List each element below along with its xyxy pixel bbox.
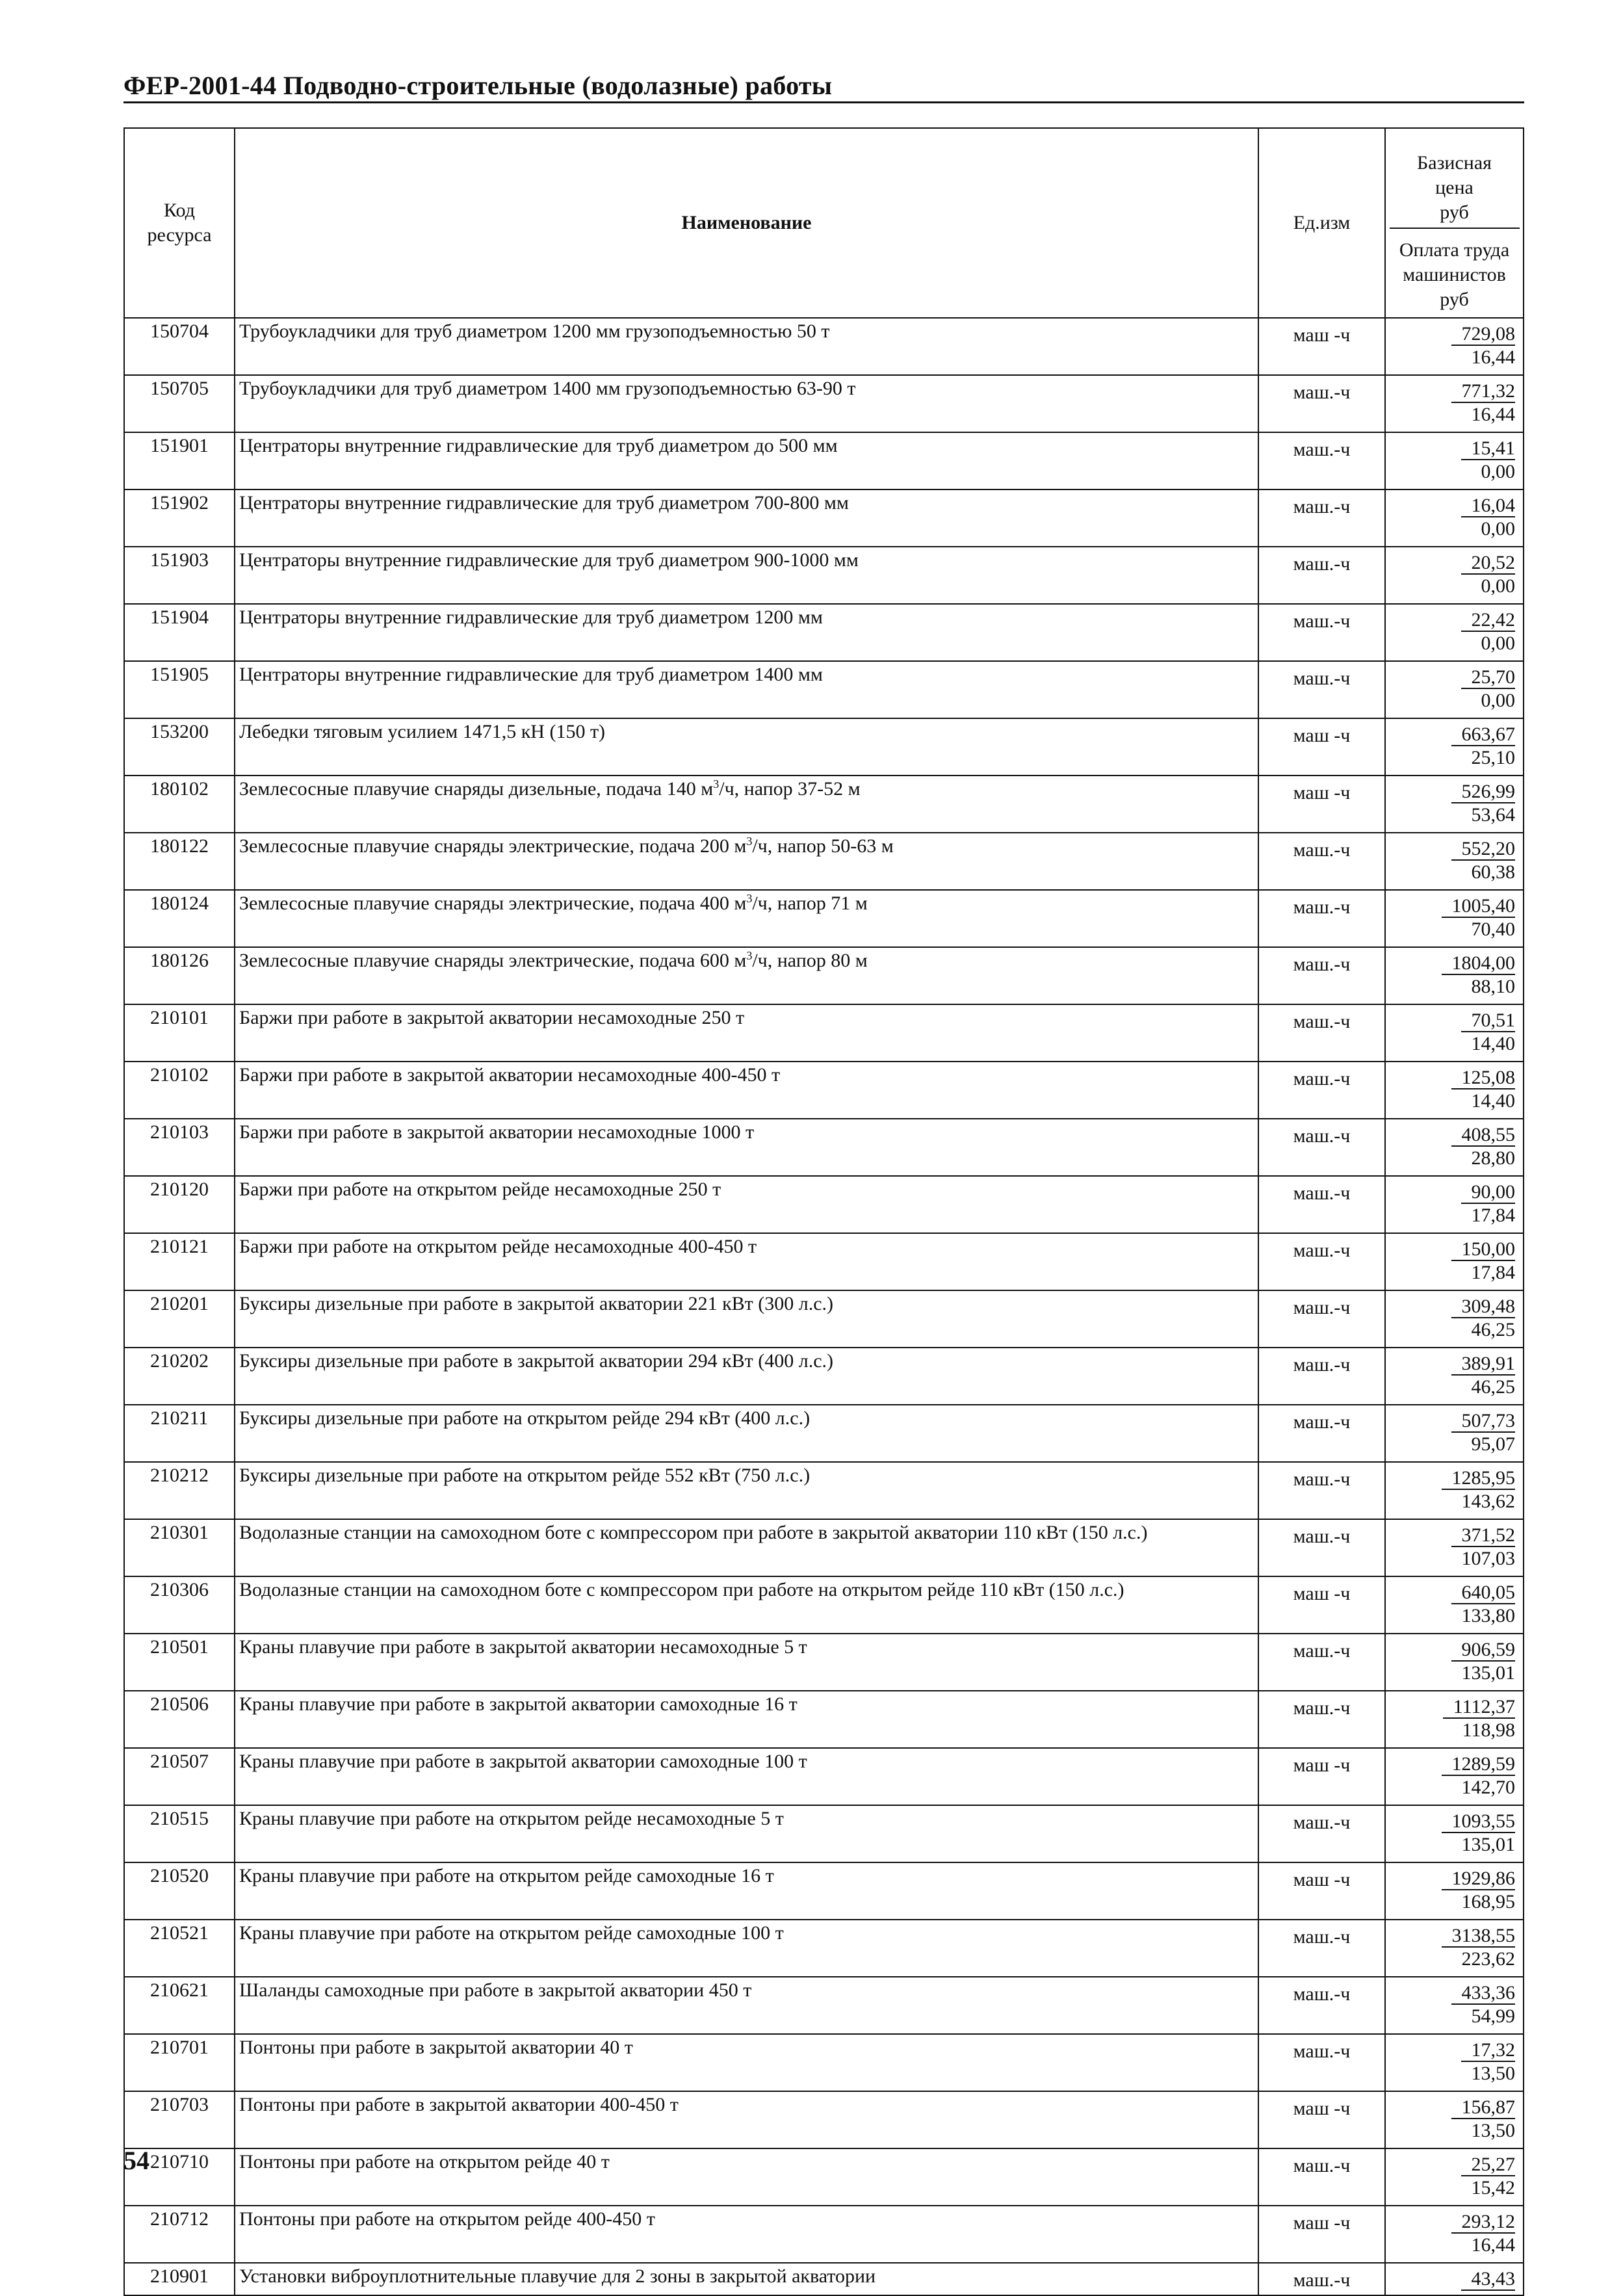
labor-cost-value: 0,00 [1481,575,1515,597]
cell-price [1385,2263,1524,2295]
cell-unit: маш -ч [1258,1748,1385,1805]
cell-resource-name [235,776,1258,833]
cell-unit: маш.-ч [1258,1920,1385,1977]
cell-unit: маш.-ч [1258,2263,1385,2295]
base-price-value: 906,59 [1451,1639,1516,1662]
table-header-row [124,128,1524,318]
base-price-value: 640,05 [1451,1582,1516,1604]
labor-cost-value: 53,64 [1471,804,1515,826]
cell-resource-name: Буксиры дизельные при работе в закрытой акватории 294 кВт (400 л.с.) [235,1348,1258,1405]
base-price-value: 43,43 [1461,2269,1516,2291]
cell-unit: маш -ч [1258,2206,1385,2263]
cell-unit: маш.-ч [1258,1405,1385,1462]
resource-name-superscript: 3 [746,835,753,848]
cell-resource-name: Баржи при работе в закрытой акватории несамоходные 400-450 т [235,1062,1258,1119]
cell-resource-code: 210103 [124,1119,235,1176]
column-header-labor-line3: руб [1440,289,1469,310]
labor-cost-value: 0,00 [1481,461,1515,482]
cell-resource-name [235,833,1258,890]
cell-resource-name: Лебедки тяговым усилием 1471,5 кН (150 т) [235,718,1258,776]
table-body [124,318,1524,2295]
cell-resource-code: 180122 [124,833,235,890]
resource-name-superscript: 3 [713,777,720,790]
cell-unit: маш.-ч [1258,547,1385,604]
labor-cost-value: 13,50 [1471,2063,1515,2084]
cell-resource-code: 210701 [124,2034,235,2091]
base-price-value: 1005,40 [1442,896,1516,918]
cell-unit: маш.-ч [1258,947,1385,1004]
cell-resource-code: 180102 [124,776,235,833]
base-price-value: 22,42 [1461,610,1516,632]
cell-unit: маш.-ч [1258,1176,1385,1233]
table-row [124,2206,1524,2263]
cell-resource-name: Краны плавучие при работе в закрытой акватории самоходные 100 т [235,1748,1258,1805]
cell-resource-code: 210521 [124,1920,235,1977]
cell-unit: маш.-ч [1258,2148,1385,2206]
cell-resource-name: Понтоны при работе на открытом рейде 40 т [235,2148,1258,2206]
base-price-value: 90,00 [1461,1182,1516,1204]
cell-unit: маш.-ч [1258,1290,1385,1348]
cell-unit: маш.-ч [1258,1119,1385,1176]
cell-price [1385,947,1524,1004]
labor-cost-value: 17,84 [1471,1205,1515,1226]
base-price-value: 408,55 [1451,1125,1516,1147]
column-header-unit: Ед.изм [1258,128,1385,318]
cell-price [1385,1405,1524,1462]
cell-resource-code: 210515 [124,1805,235,1862]
cell-resource-name: Установки виброуплотнительные плавучие для 2 зоны в закрытой акватории [235,2263,1258,2295]
cell-resource-code: 210507 [124,1748,235,1805]
table-row [124,2091,1524,2148]
cell-resource-code: 210501 [124,1634,235,1691]
labor-cost-value: 15,42 [1471,2177,1515,2198]
base-price-value: 771,32 [1451,381,1516,403]
cell-resource-code: 210121 [124,1233,235,1290]
resource-name-text: Землесосные плавучие снаряды дизельные, подача 140 м [239,778,714,800]
table-row [124,318,1524,375]
cell-unit: маш.-ч [1258,432,1385,489]
cell-unit: маш -ч [1258,2091,1385,2148]
table-row [124,947,1524,1004]
cell-resource-code: 210212 [124,1462,235,1519]
base-price-value: 1285,95 [1442,1468,1516,1490]
labor-cost-value: 118,98 [1462,1719,1515,1741]
base-price-value: 729,08 [1451,324,1516,346]
table-row [124,432,1524,489]
labor-cost-value: 16,44 [1471,2234,1515,2256]
cell-price [1385,2091,1524,2148]
cell-resource-name: Краны плавучие при работе на открытом рейде несамоходные 5 т [235,1805,1258,1862]
cell-unit: маш -ч [1258,1576,1385,1634]
cell-price [1385,547,1524,604]
table-row [124,1348,1524,1405]
table-row [124,375,1524,432]
cell-resource-code: 210520 [124,1862,235,1920]
table-row [124,1119,1524,1176]
cell-resource-code: 210712 [124,2206,235,2263]
base-price-value: 1289,59 [1442,1754,1516,1776]
table-row [124,1519,1524,1576]
cell-resource-code: 210901 [124,2263,235,2295]
resource-name-text: Землесосные плавучие снаряды электрические, подача 400 м [239,893,747,914]
labor-cost-value: 17,84 [1471,1262,1515,1283]
labor-cost-value: 0,00 [1481,690,1515,711]
resource-name-text-tail: /ч, напор 50-63 м [752,835,894,857]
table-row [124,2263,1524,2295]
column-header-price-line3: руб [1440,202,1469,223]
cell-price [1385,1977,1524,2034]
base-price-value: 15,41 [1461,438,1516,460]
table-row [124,890,1524,947]
cell-resource-name [235,890,1258,947]
labor-cost-value: 133,80 [1461,1605,1515,1626]
cell-unit: маш.-ч [1258,1691,1385,1748]
labor-cost-value: 107,03 [1461,1548,1515,1569]
cell-price [1385,1691,1524,1748]
cell-price [1385,1119,1524,1176]
table-row [124,776,1524,833]
labor-cost-value: 16,44 [1471,346,1515,368]
labor-cost-value: 223,62 [1461,1948,1515,1970]
cell-price [1385,1805,1524,1862]
table-row [124,1691,1524,1748]
cell-resource-name: Краны плавучие при работе в закрытой акватории самоходные 16 т [235,1691,1258,1748]
table-row [124,1062,1524,1119]
column-header-price-line2: цена [1435,177,1474,198]
table-row [124,1634,1524,1691]
labor-cost-value: 16,44 [1471,404,1515,425]
column-header-code-line2: ресурса [147,224,212,246]
cell-resource-name: Понтоны при работе в закрытой акватории 40 т [235,2034,1258,2091]
column-header-labor-line1: Оплата труда [1399,239,1510,261]
cell-unit: маш.-ч [1258,1805,1385,1862]
cell-unit: маш.-ч [1258,1462,1385,1519]
labor-cost-value: 142,70 [1461,1777,1515,1798]
labor-cost-value: 28,80 [1471,1147,1515,1169]
cell-resource-name: Краны плавучие при работе на открытом рейде самоходные 100 т [235,1920,1258,1977]
cell-price [1385,776,1524,833]
labor-cost-value: 25,10 [1471,747,1515,768]
column-header-labor-line2: машинистов [1403,264,1506,285]
labor-cost-value: 60,38 [1471,861,1515,883]
resource-name-text-tail: /ч, напор 80 м [752,950,868,971]
column-header-code-line1: Код [164,200,195,221]
table-row [124,833,1524,890]
table-row [124,1805,1524,1862]
cell-unit: маш.-ч [1258,1977,1385,2034]
labor-cost-value: 14,40 [1471,1090,1515,1112]
cell-unit: маш.-ч [1258,1634,1385,1691]
cell-resource-code: 210101 [124,1004,235,1062]
cell-price [1385,1062,1524,1119]
cell-resource-name: Баржи при работе в закрытой акватории несамоходные 1000 т [235,1119,1258,1176]
page-title: ФЕР-2001-44 Подводно-строительные (водолазные) работы [123,71,833,100]
base-price-value: 125,08 [1451,1067,1516,1089]
cell-resource-code: 210703 [124,2091,235,2148]
table-row [124,547,1524,604]
base-price-value: 433,36 [1451,1983,1516,2005]
column-header-name: Наименование [235,128,1258,318]
table-row [124,1405,1524,1462]
cell-unit: маш -ч [1258,718,1385,776]
cell-resource-name: Водолазные станции на самоходном боте с компрессором при работе в закрытой акватории 110 кВт (150 л.с.) [235,1519,1258,1576]
cell-resource-name: Водолазные станции на самоходном боте с компрессором при работе на открытом рейде 110 кВт (150 л.с.) [235,1576,1258,1634]
labor-cost-value: 88,10 [1471,976,1515,997]
labor-cost-value: 46,25 [1471,1376,1515,1398]
cell-resource-code: 210710 [124,2148,235,2206]
cell-unit: маш.-ч [1258,489,1385,547]
base-price-value: 552,20 [1451,839,1516,861]
labor-cost-value: 13,50 [1471,2120,1515,2141]
resource-name-superscript: 3 [746,949,753,962]
base-price-value: 1804,00 [1442,953,1516,975]
cell-resource-name: Центраторы внутренние гидравлические для труб диаметром 1200 мм [235,604,1258,661]
cell-resource-code: 210301 [124,1519,235,1576]
base-price-value: 663,67 [1451,724,1516,746]
cell-price [1385,1290,1524,1348]
cell-unit: маш.-ч [1258,375,1385,432]
cell-resource-name: Буксиры дизельные при работе на открытом рейде 552 кВт (750 л.с.) [235,1462,1258,1519]
cell-resource-code: 151904 [124,604,235,661]
cell-resource-name [235,947,1258,1004]
labor-cost-value: 168,95 [1461,1891,1515,1912]
cell-resource-code: 180124 [124,890,235,947]
cell-price [1385,718,1524,776]
cell-price [1385,833,1524,890]
cell-resource-code: 151905 [124,661,235,718]
cell-price [1385,1176,1524,1233]
cell-resource-name: Центраторы внутренние гидравлические для труб диаметром 700-800 мм [235,489,1258,547]
cell-unit: маш.-ч [1258,833,1385,890]
cell-price [1385,2034,1524,2091]
cell-resource-name: Буксиры дизельные при работе на открытом рейде 294 кВт (400 л.с.) [235,1405,1258,1462]
base-price-value: 150,00 [1451,1239,1516,1261]
cell-unit: маш.-ч [1258,1519,1385,1576]
cell-resource-name: Буксиры дизельные при работе в закрытой акватории 221 кВт (300 л.с.) [235,1290,1258,1348]
base-price-value: 526,99 [1451,781,1516,803]
base-price-value: 389,91 [1451,1353,1516,1376]
base-price-value: 371,52 [1451,1525,1516,1547]
cell-resource-code: 210102 [124,1062,235,1119]
table-row [124,1176,1524,1233]
table-row [124,661,1524,718]
table-row [124,1233,1524,1290]
cell-price [1385,1920,1524,1977]
cell-price [1385,1862,1524,1920]
cell-unit: маш.-ч [1258,2034,1385,2091]
labor-cost-value: 46,25 [1471,1319,1515,1340]
cell-resource-code: 151903 [124,547,235,604]
table-row [124,718,1524,776]
header-rule [123,101,1524,103]
cell-unit: маш.-ч [1258,890,1385,947]
resource-name-text: Землесосные плавучие снаряды электрические, подача 200 м [239,835,747,857]
base-price-value: 17,32 [1461,2040,1516,2062]
page-number: 54 [123,2146,149,2175]
base-price-value: 156,87 [1451,2097,1516,2119]
cell-resource-code: 210621 [124,1977,235,2034]
labor-cost-value: 135,01 [1461,1662,1515,1684]
base-price-value: 293,12 [1451,2211,1516,2234]
cell-resource-name: Краны плавучие при работе в закрытой акватории несамоходные 5 т [235,1634,1258,1691]
base-price-value: 309,48 [1451,1296,1516,1318]
cell-resource-code: 210201 [124,1290,235,1348]
cell-price [1385,1519,1524,1576]
base-price-value: 1929,86 [1442,1868,1516,1890]
cell-price [1385,1576,1524,1634]
labor-cost-value: 135,01 [1461,1834,1515,1855]
labor-cost-value: 70,40 [1471,919,1515,940]
base-price-value: 25,70 [1461,667,1516,689]
cell-resource-code: 210120 [124,1176,235,1233]
labor-cost-value: 95,07 [1471,1433,1515,1455]
resource-name-text-tail: /ч, напор 71 м [752,893,868,914]
table-row [124,1462,1524,1519]
cell-unit: маш.-ч [1258,1233,1385,1290]
table-row [124,489,1524,547]
labor-cost-value: 0,00 [1481,633,1515,654]
cell-resource-code: 151901 [124,432,235,489]
cell-resource-name: Центраторы внутренние гидравлические для труб диаметром 900-1000 мм [235,547,1258,604]
resource-name-text: Землесосные плавучие снаряды электрические, подача 600 м [239,950,747,971]
cell-resource-code: 153200 [124,718,235,776]
cell-resource-code: 180126 [124,947,235,1004]
cell-unit: маш.-ч [1258,1004,1385,1062]
cell-unit: маш.-ч [1258,1062,1385,1119]
table-row [124,1862,1524,1920]
cell-price [1385,432,1524,489]
cell-resource-name: Понтоны при работе на открытом рейде 400-450 т [235,2206,1258,2263]
cell-price [1385,489,1524,547]
table-row [124,1920,1524,1977]
cell-price [1385,2206,1524,2263]
cell-resource-name: Центраторы внутренние гидравлические для труб диаметром до 500 мм [235,432,1258,489]
cell-resource-code: 150705 [124,375,235,432]
table-row [124,604,1524,661]
labor-cost-value: 14,40 [1471,1033,1515,1054]
cell-unit: маш -ч [1258,1862,1385,1920]
cell-resource-name: Баржи при работе в закрытой акватории несамоходные 250 т [235,1004,1258,1062]
labor-cost-value: 0,00 [1481,518,1515,540]
base-price-value: 70,51 [1461,1010,1516,1032]
cell-resource-code: 210306 [124,1576,235,1634]
cell-resource-code: 210211 [124,1405,235,1462]
cell-resource-name: Центраторы внутренние гидравлические для труб диаметром 1400 мм [235,661,1258,718]
base-price-value: 507,73 [1451,1411,1516,1433]
labor-cost-value: 54,99 [1471,2005,1515,2027]
cell-resource-name: Понтоны при работе в закрытой акватории 400-450 т [235,2091,1258,2148]
cell-unit: маш.-ч [1258,604,1385,661]
column-header-price-line1: Базисная [1417,152,1492,174]
base-price-value: 25,27 [1461,2154,1516,2176]
resource-name-superscript: 3 [746,892,753,905]
table-row [124,1977,1524,2034]
cell-resource-name: Трубоукладчики для труб диаметром 1200 мм грузоподъемностью 50 т [235,318,1258,375]
base-price-value: 3138,55 [1442,1925,1516,1948]
cell-resource-code: 151902 [124,489,235,547]
cell-price [1385,1462,1524,1519]
cell-resource-code: 210506 [124,1691,235,1748]
cell-price [1385,375,1524,432]
base-price-value: 1112,37 [1443,1697,1515,1719]
labor-cost-value: 143,62 [1461,1491,1515,1512]
resource-price-table [123,127,1524,2296]
cell-price [1385,1233,1524,1290]
cell-resource-code: 150704 [124,318,235,375]
table-row [124,2148,1524,2206]
cell-price [1385,1634,1524,1691]
base-price-value: 20,52 [1461,553,1516,575]
cell-resource-name: Баржи при работе на открытом рейде несамоходные 250 т [235,1176,1258,1233]
table-row [124,2034,1524,2091]
cell-price [1385,890,1524,947]
base-price-value: 16,04 [1461,495,1516,517]
cell-unit: маш -ч [1258,318,1385,375]
cell-price [1385,604,1524,661]
base-price-value: 1093,55 [1442,1811,1516,1833]
resource-name-text-tail: /ч, напор 37-52 м [719,778,861,800]
cell-price [1385,1348,1524,1405]
table-row [124,1576,1524,1634]
cell-price [1385,2148,1524,2206]
table-row [124,1004,1524,1062]
cell-unit: маш.-ч [1258,1348,1385,1405]
cell-unit: маш.-ч [1258,661,1385,718]
cell-resource-name: Шаланды самоходные при работе в закрытой акватории 450 т [235,1977,1258,2034]
cell-price [1385,1004,1524,1062]
cell-price [1385,1748,1524,1805]
cell-price [1385,661,1524,718]
column-header-price [1385,128,1524,318]
cell-price [1385,318,1524,375]
cell-resource-name: Баржи при работе на открытом рейде несамоходные 400-450 т [235,1233,1258,1290]
column-header-code [124,128,235,318]
cell-resource-code: 210202 [124,1348,235,1405]
cell-resource-name: Трубоукладчики для труб диаметром 1400 мм грузоподъемностью 63-90 т [235,375,1258,432]
table-row [124,1290,1524,1348]
table-row [124,1748,1524,1805]
cell-resource-name: Краны плавучие при работе на открытом рейде самоходные 16 т [235,1862,1258,1920]
cell-unit: маш -ч [1258,776,1385,833]
